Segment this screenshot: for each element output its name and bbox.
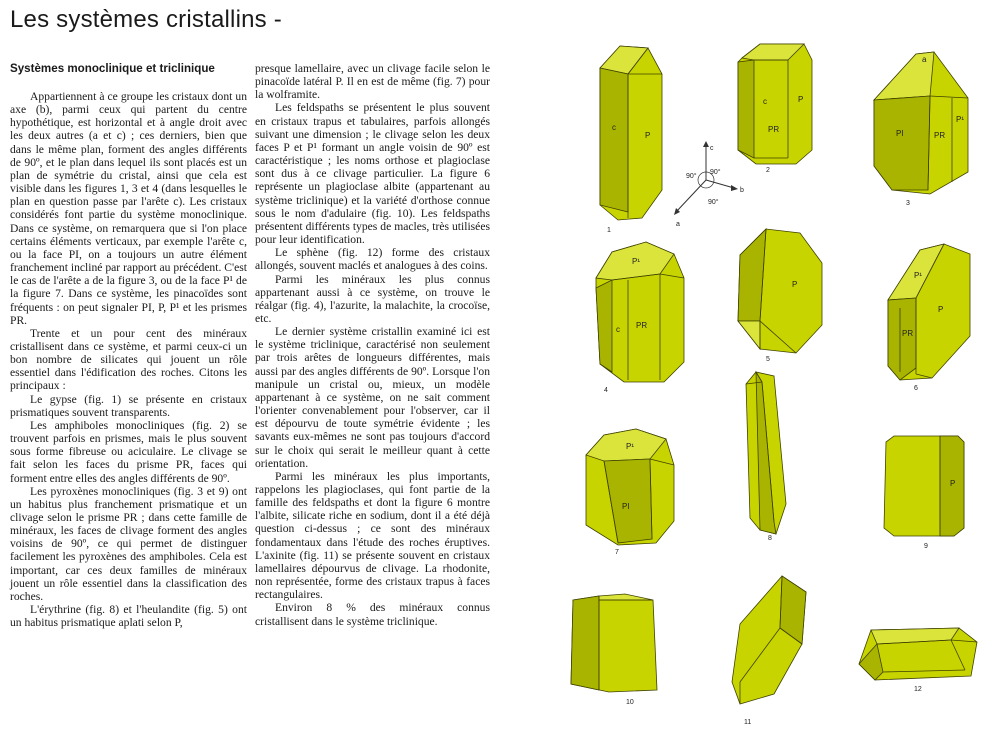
figure-number: 4 bbox=[604, 387, 608, 394]
crystal-figure-5 bbox=[730, 225, 830, 360]
crystal-figure-11 bbox=[728, 572, 813, 712]
face-label: P bbox=[645, 131, 651, 140]
paragraph: Appartiennent à ce groupe les cristaux dont un axe (b), parmi ceux qui partent du centre hypothétique, est horizontal et à angle droit avec les deux autres (a et c) ; ces derniers, bien que dans le même plan, forment des angles différents de 90º, et le plan dans lequel ils sont placés est un plan de symétrie du cristal, ainsi que cela est visible dans les figures 1, 3 et 4 (dans lesquelles le plan en question passe par l'arête c). Les cristaux considérés font partie du système monoclinique. Dans ce système, on remarquera que si l'on place certains éléments verticaux, par exemple l'arête c, ou la face PI, on a toujours un autre élément franchement incliné par rapport au précédent. C'est le cas de l'arête a de la figure 3, ou de la face P¹ de la figure 7. Dans ce système, les pinacoïdes sont fréquents : on peut signaler PI, P, P¹ et les prismes PR. bbox=[10, 90, 247, 327]
figure-number: 6 bbox=[914, 385, 918, 392]
paragraph: Parmi les minéraux les plus importants, rappelons les plagioclases, qui font partie de la famille des feldspaths et dont la figure 6 montre l'albite, silicate riche en sodium, dont il a été déjà question ci-dessus ; ce sont des minéraux fondamentaux dans l'étude des roches éruptives. L'axinite (fig. 11) se présente souvent en cristaux lamellaires dépourvus de clivage. La rhodonite, non représentée, forme des cristaux trapus à faces rectangulaires. bbox=[255, 469, 490, 602]
paragraph: Le sphène (fig. 12) forme des cristaux allongés, souvent maclés et analogues à des coins. bbox=[255, 246, 490, 273]
crystal-figure-8 bbox=[740, 368, 790, 538]
crystal-figure-7 bbox=[580, 425, 680, 550]
figure-number: 7 bbox=[615, 549, 619, 556]
face-label: PR bbox=[636, 321, 648, 330]
figure-number: 12 bbox=[914, 686, 922, 693]
figure-number: 11 bbox=[744, 719, 752, 726]
text-column-1 bbox=[10, 62, 247, 629]
figure-number: 8 bbox=[768, 535, 772, 542]
face-label: PR bbox=[934, 131, 946, 140]
illustration-page bbox=[500, 0, 1000, 742]
page-title: Les systèmes cristallins - bbox=[10, 6, 282, 33]
face-label: P¹ bbox=[626, 442, 634, 451]
figure-number: 3 bbox=[906, 200, 910, 207]
face-label: P¹ bbox=[914, 271, 922, 280]
crystal-figure-9 bbox=[880, 432, 970, 542]
crystal-figure-12 bbox=[855, 624, 985, 684]
paragraph: Les pyroxènes monocliniques (fig. 3 et 9) ont un habitus plus franchement prismatique et un clivage selon le prisme PR ; dans cette famille de minéraux, les faces de clivage forment des angles voisins de 90º, ce qui permet de distinguer facilement les pyroxènes des amphiboles. Cela est important, car ces deux familles de minéraux jouent un rôle essentiel dans la classification des roches. bbox=[10, 484, 247, 603]
axes-diagram bbox=[670, 138, 750, 238]
axis-label: a bbox=[922, 55, 927, 64]
crystal-figure-4 bbox=[590, 238, 690, 388]
face-label: P bbox=[798, 95, 804, 104]
paragraph: Trente et un pour cent des minéraux cristallisent dans ce système, et parmi ceux-ci un bon nombre de silicates qui jouent un rôle essentiel dans l'édification des roches. Citons les principaux : bbox=[10, 326, 247, 393]
text-column-2 bbox=[255, 62, 490, 628]
angle-label: 90° bbox=[686, 173, 697, 180]
face-label: c bbox=[616, 325, 620, 334]
face-label: PR bbox=[902, 329, 914, 338]
paragraph: Les feldspaths se présentent le plus souvent en cristaux trapus et tabulaires, parfois allongés suivant une dimension ; le clivage selon les deux faces P et P¹ formant un angle voisin de 90º est caractéristique ; les noms orthose et plagioclase sont dus à ce clivage particulier. La figure 6 représente un plagioclase albite (appartenant au système triclinique) et la variété d'orthose connue sous le nom d'adulaire (fig. 10). Les feldspaths présentent différents types de macles, très utilisées pour leur identification. bbox=[255, 101, 490, 247]
face-label: PI bbox=[896, 129, 904, 138]
paragraph: Parmi les minéraux les plus connus appartenant aussi à ce système, on trouve le réalgar (fig. 4), l'azurite, la malachite, la crocoïse, etc. bbox=[255, 272, 490, 325]
face-label: PR bbox=[768, 125, 780, 134]
section-title: Systèmes monoclinique et triclinique bbox=[10, 62, 215, 75]
paragraph: Les amphiboles monocliniques (fig. 2) se trouvent parfois en prismes, mais le plus souvent sous forme fibreuse ou aciculaire. Le clivage se fait selon les faces du prisme PR, faces qui forment entre elles des angles différents de 90º. bbox=[10, 418, 247, 485]
face-label: PI bbox=[622, 502, 630, 511]
crystal-figure-3 bbox=[868, 48, 978, 198]
figure-number: 5 bbox=[766, 356, 770, 363]
figure-number: 2 bbox=[766, 167, 770, 174]
axis-label: c bbox=[710, 145, 714, 152]
figure-number: 1 bbox=[607, 227, 611, 234]
figure-number: 9 bbox=[924, 543, 928, 550]
face-label: P¹ bbox=[956, 115, 964, 124]
face-label: P bbox=[950, 479, 956, 488]
face-label: c bbox=[612, 123, 616, 132]
paragraph: Le gypse (fig. 1) se présente en cristaux prismatiques souvent transparents. bbox=[10, 392, 247, 419]
crystal-figure-1 bbox=[590, 40, 670, 230]
axis-label: a bbox=[676, 221, 680, 228]
angle-label: 90° bbox=[708, 199, 719, 206]
figure-number: 10 bbox=[626, 699, 634, 706]
paragraph: Environ 8 % des minéraux connus cristallisent dans le système triclinique. bbox=[255, 601, 490, 628]
paragraph: presque lamellaire, avec un clivage facile selon le pinacoïde latéral P. Il en est de même (fig. 7) pour la wolframite. bbox=[255, 62, 490, 102]
face-label: P¹ bbox=[632, 257, 640, 266]
face-label: P bbox=[938, 305, 944, 314]
paragraph: L'érythrine (fig. 8) et l'heulandite (fig. 5) ont un habitus prismatique aplati selon P, bbox=[10, 603, 247, 630]
axis-label: b bbox=[740, 187, 744, 194]
paragraph: Le dernier système cristallin examiné ici est le système triclinique, caractérisé non seulement par trois arêtes de longueurs différentes, mais aussi par des angles différents de 90º. Lorsque l'on manipule un cristal ou, mieux, un modèle appartenant à ce système, on ne sait comment l'orienter convenablement pour l'observer, car il est dépourvu de toute symétrie évidente ; les savants eux-mêmes ne sont pas toujours d'accord sur le choix qui serait le meilleur quant à cette orientation. bbox=[255, 325, 490, 470]
crystal-figure-6 bbox=[880, 240, 980, 390]
angle-label: 90° bbox=[710, 169, 721, 176]
crystal-figure-10 bbox=[565, 590, 660, 695]
face-label: P bbox=[792, 280, 798, 289]
face-label: c bbox=[763, 97, 767, 106]
